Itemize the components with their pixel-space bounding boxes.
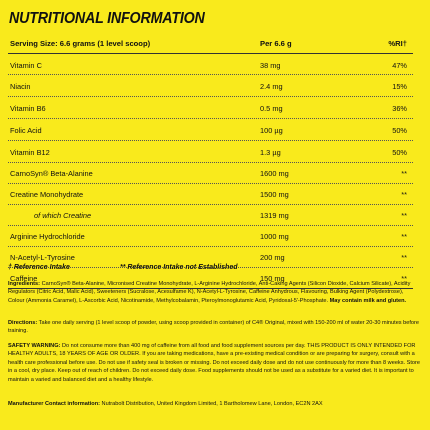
nutrient-ri: 50% xyxy=(392,126,407,135)
table-header xyxy=(8,36,413,54)
table-row xyxy=(8,226,413,247)
serving-size-header: Serving Size: 6.6 grams (1 level scoop) xyxy=(10,39,151,48)
nutrient-ri: ** xyxy=(401,232,407,241)
manufacturer-paragraph xyxy=(8,400,421,408)
nutrient-name: Niacin xyxy=(10,82,31,91)
table-row xyxy=(8,97,413,119)
footnote-ri: † Reference Intake xyxy=(8,264,70,271)
footnote-not-established: ** Reference Intake not Established xyxy=(120,264,238,271)
nutrient-name: CarnoSyn® Beta-Alanine xyxy=(10,169,93,178)
table-row xyxy=(8,75,413,97)
page-title: NUTRITIONAL INFORMATION xyxy=(9,10,205,27)
per-serving-header: Per 6.6 g xyxy=(260,39,292,48)
nutrient-ri: ** xyxy=(401,211,407,220)
manufacturer-label: Manufacturer Contact information: xyxy=(8,401,100,407)
nutrient-name: Creatine Monohydrate xyxy=(10,190,84,199)
ingredients-label: Ingredients: xyxy=(8,281,41,287)
nutrient-name: Caffeine xyxy=(10,274,38,283)
nutrient-ri: 36% xyxy=(392,104,407,113)
nutrient-amount: 200 mg xyxy=(260,253,285,262)
nutrient-amount: 2.4 mg xyxy=(260,82,283,91)
nutrient-ri: 47% xyxy=(392,61,407,70)
ingredients-paragraph xyxy=(8,280,421,305)
safety-warning-text: Do not consume more than 400 mg of caffeine from all food and food supplement sources per day. THIS PRODUCT IS ONLY INTENDED FOR HEALTHY ADULTS, 18 YEARS OF AGE OR OLDER. If you are taking medications, have a pre-existing medical condition or are preparing for surgery, consult with a health care professional before use. Do not use if safety seal is broken or missing. Do not exceed daily dose and do not use continuously for more than 8 weeks. Store in a cool, dry place. Keep out of reach of children. Do not exceed daily dose. Food supplements should not be used as a substitute for a varied diet. It is important to maintain a varied and balanced diet and a healthy lifestyle. xyxy=(8,343,420,383)
safety-warning-label: SAFETY WARNING: xyxy=(8,343,61,349)
table-row xyxy=(8,141,413,163)
directions-paragraph xyxy=(8,319,421,336)
nutrient-name: Arginine Hydrochloride xyxy=(10,232,85,241)
footnotes xyxy=(8,264,238,271)
nutrient-amount: 1000 mg xyxy=(260,232,289,241)
nutrient-ri: ** xyxy=(401,274,407,283)
nutrient-amount: 0.5 mg xyxy=(260,104,283,113)
nutrition-table xyxy=(8,36,413,289)
safety-warning-paragraph xyxy=(8,342,421,384)
nutrient-amount: 1600 mg xyxy=(260,169,289,178)
ri-header: %RI† xyxy=(388,39,407,48)
manufacturer-text: Nutrabolt Distribution, United Kingdom Limited, 1 Bartholomew Lane, London, EC2N 2AX xyxy=(100,401,323,407)
directions-label: Directions: xyxy=(8,320,38,326)
nutrient-amount: 1500 mg xyxy=(260,190,289,199)
directions-text: Take one daily serving (1 level scoop of powder, using scoop provided in container) of C4® Original, mixed with 150-200 ml of water 20-30 minutes before training. xyxy=(8,320,420,335)
nutrient-amount: 100 µg xyxy=(260,126,283,135)
table-row xyxy=(8,163,413,184)
nutrient-name: Vitamin B12 xyxy=(10,148,50,157)
nutrient-name: Vitamin B6 xyxy=(10,104,46,113)
nutrient-amount: 150 mg xyxy=(260,274,285,283)
nutrient-name: Vitamin C xyxy=(10,61,42,70)
nutrient-ri: 50% xyxy=(392,148,407,157)
nutrient-ri: 15% xyxy=(392,82,407,91)
nutrient-amount: 1.3 µg xyxy=(260,148,281,157)
table-row xyxy=(8,119,413,141)
nutrient-ri: ** xyxy=(401,190,407,199)
nutrient-name: Folic Acid xyxy=(10,126,42,135)
nutrient-amount: 1319 mg xyxy=(260,211,289,220)
nutrient-ri: ** xyxy=(401,169,407,178)
table-row xyxy=(8,205,413,226)
allergen-note: May contain milk and gluten. xyxy=(329,297,407,304)
nutrient-ri: ** xyxy=(401,253,407,262)
table-row xyxy=(8,184,413,205)
nutrient-name: N-Acetyl-L-Tyrosine xyxy=(10,253,75,262)
ingredients-text: CarnoSyn® Beta-Alanine, Micronised Creatine Monohydrate, L-Arginine Hydrochloride, Anti-Caking Agents (Silicon Dioxide, Calcium Silicate), Acidity Regulators (Citric Acid, Malic Acid), Sweeteners (Sucralose, Acesulfame K), N-Acetyl-L-Tyrosine, Caffeine Anhydrous, Flavouring, Bulking Agent (Polydextrose), Colour (Ammonia Caramel), L-Ascorbic Acid, Nicotinamide, Methylcobalamin, Pteroylmonoglutamic Acid, Pyridoxal-5'-Phosphate. xyxy=(8,281,411,304)
nutrient-name: of which Creatine xyxy=(34,211,92,220)
nutrient-amount: 38 mg xyxy=(260,61,281,70)
table-row xyxy=(8,54,413,75)
